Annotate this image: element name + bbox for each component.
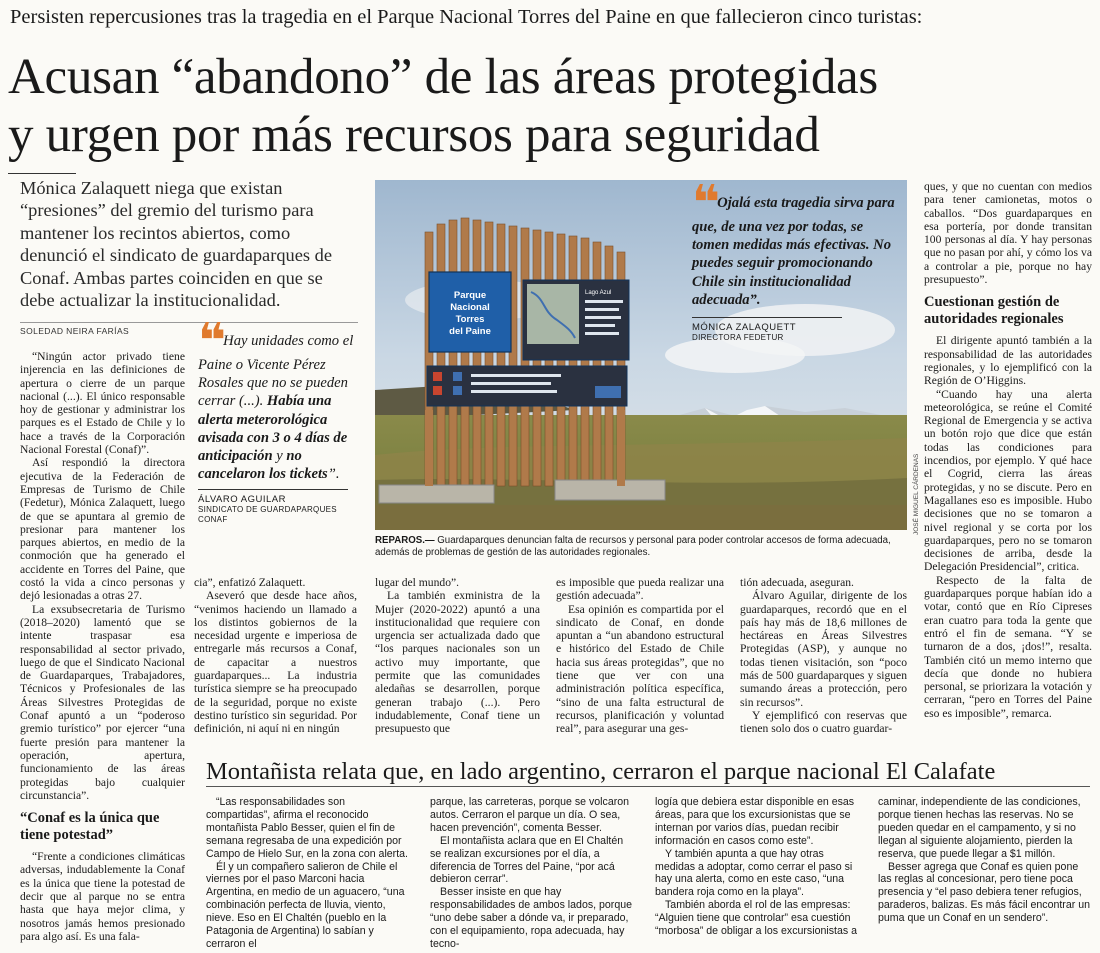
- paragraph: Y ejemplificó con reservas que tienen solo dos o cuatro guardar-: [740, 708, 907, 736]
- svg-text:Nacional: Nacional: [450, 302, 490, 313]
- paragraph: logía que debiera estar disponible en esas áreas, para que los excursionistas que se internan por varios días, puedan recibir información en casos como este”.: [655, 796, 855, 847]
- paragraph: parque, las carreteras, porque se volcaron autos. Cerraron el parque un día. O sea, hacen prevención”, comenta Besser.: [430, 796, 630, 834]
- quote-bold: Había una alerta meterorológica avisada con 3 o 4 días de anticipación: [198, 393, 348, 465]
- quote-author: ÁLVARO AGUILAR: [198, 494, 286, 506]
- paragraph: También aborda el rol de las empresas: “Alguien tiene que controlar” esa cuestión “morbosa” de obligar a los excursionistas a: [655, 899, 857, 938]
- paragraph: Besser insiste en que hay responsabilidades de ambos lados, porque “uno debe saber a dónde va, ir preparado, con el equipamiento, ropa adecuada, hay tecno-: [430, 886, 633, 950]
- sidebar-column-1: [206, 796, 411, 951]
- sidebar-title: Montañista relata que, en lado argentino, cerraron el parque nacional El Calafate: [206, 758, 996, 785]
- paragraph: Álvaro Aguilar, dirigente de los guardaparques, recordó que en el país hay más de 18,6 millones de hectáreas en Áreas Silvestres Protegidas (ASP), y aunque no todas tienen visitación, son “poco más de 500 guardaparques y siguen sumando áreas a protección, pero sin recursos”.: [740, 589, 907, 709]
- paragraph: La exsubsecretaria de Turismo (2018–2020) lamentó que se intente traspasar esa responsabilidad al sector privado, luego de que el Sindicato Nacional de Guardaparques, Trabajadores, Técnicos y Profesionales de las Áreas Silvestres Protegidas de Conaf apuntó a un “poderoso gremio turístico” por ejercer “una fuerte presión para mantener la operación, apertura, funcionamiento de las áreas protegidas bajo cualquier circunstancia”.: [20, 602, 185, 802]
- pull-quote-zalaquett: [692, 175, 902, 343]
- photo-credit: JOSÉ MIGUEL CÁRDENAS: [913, 453, 920, 535]
- photo-caption: [375, 535, 907, 559]
- quote-mark-icon: ❝: [198, 313, 221, 369]
- kicker: Persisten repercusiones tras la tragedia en el Parque Nacional Torres del Paine en que fallecieron cinco turistas:: [10, 6, 923, 28]
- quote-mark-icon: ❝: [692, 175, 715, 231]
- paragraph: es imposible que pueda realizar una gestión adecuada”.: [556, 576, 724, 603]
- paragraph: Y también apunta a que hay otras medidas a adoptar, como cerrar el paso si hay una alerta, como en este caso, “una bandera roja como en la playa”.: [655, 847, 853, 899]
- headline-line-2: y urgen por más recursos para seguridad: [8, 107, 820, 163]
- caption-lead: REPAROS.—: [375, 535, 435, 546]
- paragraph: El montañista aclara que en El Chaltén se realizan excursiones por el día, a diferencia de Torres del Paine, “por acá debieron cerrar”.: [430, 834, 624, 886]
- quote-text: Ojalá esta tragedia sirva para que, de una vez por todas, se tomen medidas más efectivas. No puedes seguir promocionando Chile sin institucionalidad adecuada”.: [692, 195, 895, 308]
- paragraph: “Cuando hay una alerta meteorológica, se reúne el Comité Regional de Emergencia y se activa un botón rojo que dice que están todas las condiciones para incendios, por ejemplo. Y qué hace el Cogrid, cierra las áreas protegidas, y no se discute. Pero en Magallanes eso es imposible. Hubo decisiones que no se tomaron a nivel regional y se corta por los guardaparques, pero no se tomaron decisiones de arriba, desde la Delegación Presidencial”, critica.: [924, 387, 1092, 574]
- quote-rule: [198, 489, 348, 490]
- paragraph: El dirigente apuntó también a la responsabilidad de las autoridades regionales, y lo ejemplificó con la Región de O’Higgins.: [924, 334, 1092, 388]
- headline: [8, 48, 1098, 164]
- paragraph: Aseveró que desde hace años, “venimos haciendo un llamado a los distintos gobiernos de la necesidad urgente e imperiosa de entregarle más recursos a Conaf, de capacitar a nuestros guardaparques... La industria turística siempre se ha preocupado de la seguridad, porque no existe destino turístico sin seguridad. Por definición, ni aquí ni en ningún: [194, 589, 357, 736]
- deck: Mónica Zalaquett niega que existan “presiones” del gremio del turismo para mantener los recintos abiertos, como denunció el sindicato de guardaparques de Conaf. Ambas partes coinciden en que se debe actualizar la institucionalidad.: [20, 178, 333, 311]
- subhead: Cuestionan gestión de autoridades regionales: [924, 294, 1064, 328]
- pull-quote-aguilar: [198, 313, 368, 525]
- subhead: “Conaf es la única que tiene potestad”: [20, 810, 160, 844]
- sidebar-column-3: [655, 796, 860, 938]
- svg-text:del Paine: del Paine: [449, 326, 491, 337]
- quote-bold: no cancelaron los tickets: [198, 448, 328, 483]
- quote-rule: [692, 317, 842, 318]
- svg-text:Parque: Parque: [453, 290, 487, 301]
- paragraph: “Frente a condiciones climáticas adversas, indudablemente la Conaf es la única que tiene la potestad de decir que al parque no se entra hasta que haya mejor clima, y nosotros jamás hemos presionado para algo así. Es una fala-: [20, 850, 185, 943]
- paragraph: Esa opinión es compartida por el sindicato de Conaf, en donde apuntan a “un abandono estructural e histórico del Estado de Chile hacia sus áreas protegidas”, que no tiene que ver con una administración política específica, “sino de una falta estructural de recursos, planificación y voluntad real”, para asegurar una ges-: [556, 602, 724, 736]
- paragraph: “Ningún actor privado tiene injerencia en las definiciones de apertura o cierre de un parque nacional (...). El único responsable hoy de gestionar y administrar los parques es el Estado de Chile y lo hace a través de la Corporación Nacional Forestal (Conaf)”.: [20, 350, 185, 457]
- paragraph: lugar del mundo”.: [375, 576, 460, 589]
- paragraph: tión adecuada, aseguran.: [740, 576, 854, 589]
- quote-author-role: DIRECTORA FEDETUR: [692, 333, 784, 343]
- paragraph: “Las responsabilidades son compartidas”, afirma el reconocido montañista Pablo Besser, quien el fin de semana regresaba de una expedición por Campo de Hielo Sur, en la zona con alerta.: [206, 796, 408, 860]
- paragraph: Respecto de la falta de guardaparques porque habían ido a votar, contó que en Río Cipreses eran cuatro para toda la gente que entró el fin de semana. “Y se turnaron de a dos, ¡dos!”, resalta. También citó un memo interno que decía que donde no hubiera personal, se priorizara la votación y cerraran, “pero en Torres del Paine eso es imposible”, remarca.: [924, 573, 1092, 720]
- paragraph: Él y un compañero salieron de Chile el viernes por el paso Marconi hacia Argentina, en medio de un aguacero, “una combinación perfecta de lluvia, viento, nieve. Eso en El Chaltén (pueblo en la Patagonia de Argentina) lo sabían y cerraron el: [206, 860, 405, 950]
- article-column-5: [740, 576, 907, 736]
- sign-panel-label: Lago Azul: [585, 290, 612, 296]
- paragraph: La también exministra de la Mujer (2020-2022) apuntó a una institucionalidad que requiere con urgencia ser actualizada dado que “los parques nacionales son un activo muy importante, que permite que las comunidades aledañas se desarrollen, porque generan trabajo (...). Pero indudablemente, Conaf tiene un presupuesto que: [375, 589, 540, 736]
- article-column-1: [20, 350, 185, 943]
- svg-text:Torres: Torres: [455, 314, 485, 325]
- paragraph: Besser agrega que Conaf es quien pone las reglas al concesionar, pero tiene poca presencia y “el paso debiera tener refugios, paraderos, balizas. Es más fácil encontrar un puma que un Conaf en un sendero”.: [878, 860, 1090, 925]
- article-column-6: [924, 180, 1092, 720]
- article-column-3: [375, 576, 540, 736]
- paragraph: ques, y que no cuentan con medios para tener camionetas, motos o caballos. “Dos guardaparques en esa portería, por donde transitan 100 personas al día. Y hay personas que no pasan por ahí, y cómo los va a controlar a pie, porque no hay presupuesto”.: [924, 180, 1092, 287]
- article-column-2: [194, 576, 357, 736]
- paragraph: cia”, enfatizó Zalaquett.: [194, 576, 306, 589]
- quote-text: Hay unidades como el Paine o Vicente Pérez Rosales que no se pueden cerrar (...).: [198, 333, 354, 410]
- sidebar-column-2: [430, 796, 635, 951]
- quote-text: y: [272, 448, 287, 465]
- quote-author: MÓNICA ZALAQUETT: [692, 322, 797, 334]
- quote-end: ”.: [327, 466, 340, 483]
- headline-rule: [8, 173, 76, 174]
- quote-author-role: SINDICATO DE GUARDAPARQUES CONAF: [198, 505, 337, 525]
- byline: SOLEDAD NEIRA FARÍAS: [20, 326, 130, 336]
- paragraph: caminar, independiente de las condiciones, porque tienen hechas las reservas. No se pueden quedar en el campamento, y si no llegan al siguiente alojamiento, pierden la reserva, que puede llegar a $1 millón.: [878, 796, 1081, 860]
- article-column-4: [556, 576, 724, 736]
- headline-line-1: Acusan “abandono” de las áreas protegidas: [8, 49, 878, 105]
- sidebar-column-4: [878, 796, 1090, 925]
- byline-rule: [20, 322, 358, 323]
- paragraph: Así respondió la directora ejecutiva de la Federación de Empresas de Turismo de Chile (Fedetur), Mónica Zalaquett, luego de que se apuntara al gremio de presionar para mantener los parques abiertos, en medio de la conmoción que ha generado el accidente en Torres del Paine, que costó la vida a cinco personas y dejó lesionadas a otras 27.: [20, 456, 185, 603]
- sidebar-rule: [206, 786, 1090, 787]
- caption-text: Guardaparques denuncian falta de recursos y personal para poder controlar accesos de forma adecuada, además de problemas de gestión de las autoridades regionales.: [375, 535, 891, 558]
